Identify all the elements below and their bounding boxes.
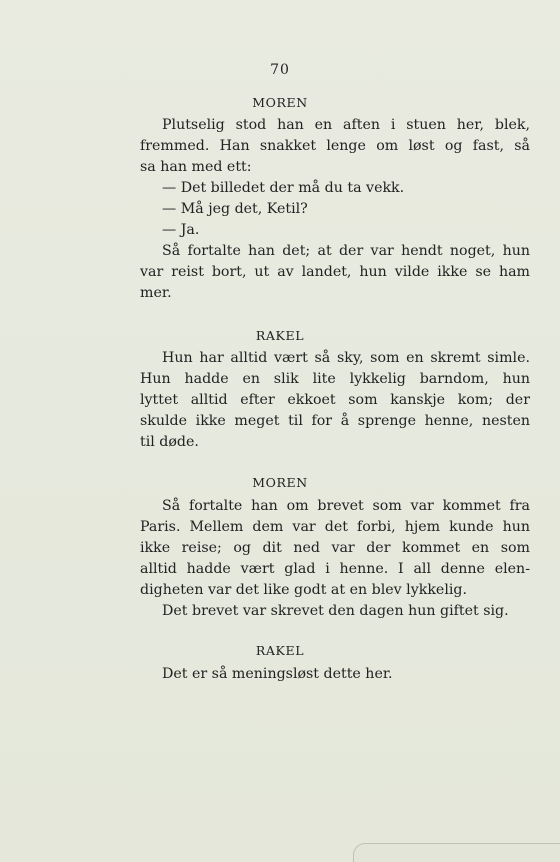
speaker-name: MOREN [252,475,308,490]
text-line: sa han med ett: [140,159,252,175]
text-line: digheten var det like godt at en blev lykkelig. [140,582,467,598]
text-line: Hun har alltid vært så sky, som en skremt simle. [162,350,530,366]
text-line: Hun hadde en slik lite lykkelig barndom, hun [140,371,530,387]
text-line: Plutselig stod han en aften i stuen her, blek, [162,117,530,133]
text-line: ikke reise; og dit ned var der kommet en som [140,540,530,556]
text-line: var reist bort, ut av landet, hun vilde ikke se ham [140,264,530,280]
text-line: Det brevet var skrevet den dagen hun giftet sig. [162,603,509,619]
text-line: alltid hadde vært glad i henne. I all denne elen- [140,561,530,577]
text-line: skulde ikke meget til for å sprenge henne, nesten [140,413,530,429]
text-line: — Det billedet der må du ta vekk. [162,180,405,196]
speaker-name: MOREN [252,95,308,110]
text-line: Så fortalte han om brevet som var kommet fra [162,498,530,514]
text-line: fremmed. Han snakket lenge om løst og fast, så [140,138,530,154]
text-line: til døde. [140,434,199,450]
speaker-name: RAKEL [255,328,305,343]
dialogue-paragraph [140,664,530,685]
text-line: mer. [140,285,172,301]
dialogue-paragraph [140,348,530,453]
text-line: Paris. Mellem dem var det forbi, hjem kunde hun [140,519,530,535]
page-number: 70 [270,62,290,78]
text-line: — Må jeg det, Ketil? [162,201,308,217]
speaker-name: RAKEL [255,643,305,658]
text-line: Det er så meningsløst dette her. [162,666,393,682]
text-line: Så fortalte han det; at der var hendt noget, hun [162,243,530,259]
page-corner-mark [353,843,560,862]
dialogue-paragraph [140,115,530,304]
text-line: lyttet alltid efter ekkoet som kanskje kom; der [140,392,530,408]
text-line: — Ja. [162,222,200,238]
dialogue-paragraph [140,496,530,622]
